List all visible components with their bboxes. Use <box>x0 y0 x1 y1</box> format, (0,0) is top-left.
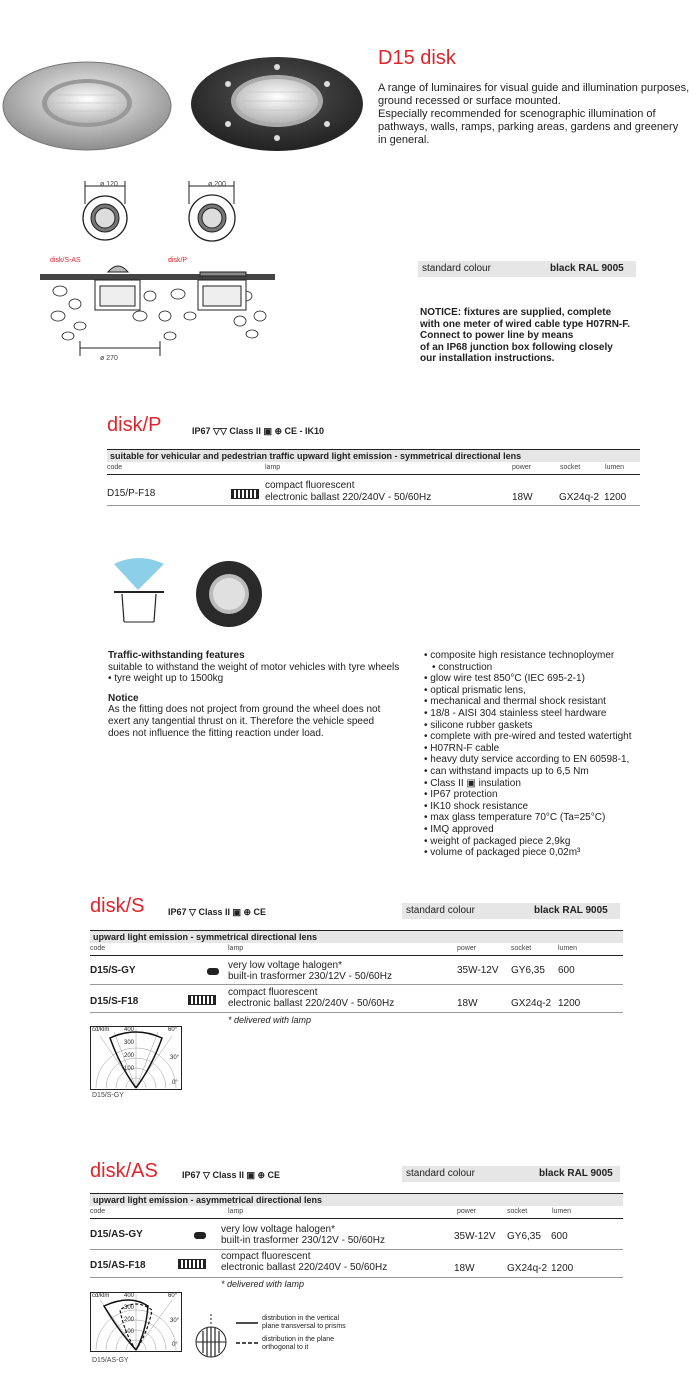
row-lamp1: compact fluorescent <box>265 480 355 491</box>
row-lamp1: compact fluorescent <box>221 1251 311 1262</box>
dimension-drawing <box>40 176 350 371</box>
table-row <box>90 958 623 984</box>
feature-item: • optical prismatic lens, <box>424 685 694 697</box>
notice-title: Notice <box>108 692 139 704</box>
class-label: Class II <box>198 907 230 917</box>
row-lumen: 1200 <box>551 1263 574 1274</box>
feature-item: • heavy duty service according to EN 60598-1, <box>424 754 694 766</box>
notice-text: As the fitting does not project from ground the wheel does not <box>108 704 381 716</box>
polar-tick: 400 <box>124 1293 135 1299</box>
feature-item: • max glass temperature 70°C (Ta=25°C) <box>424 812 694 824</box>
colour-label: standard colour <box>406 1168 475 1179</box>
table-row <box>107 478 640 504</box>
legend-dashed-line <box>236 1340 258 1346</box>
row-power: 18W <box>512 492 533 503</box>
traffic-title: Traffic-withstanding features <box>108 650 245 661</box>
row-socket: GY6,35 <box>511 965 545 976</box>
row-socket: GX24q-2 <box>511 998 552 1009</box>
legend-solid-line <box>236 1320 258 1326</box>
fluorescent-lamp-icon <box>188 995 216 1005</box>
col-lumen: lumen <box>558 945 578 952</box>
feature-item: • weight of packaged piece 2,9kg <box>424 836 694 848</box>
legend-text <box>262 1336 334 1352</box>
ip-rating: IP67 <box>192 426 211 436</box>
traffic-line: suitable to withstand the weight of motor vehicles with tyre wheels <box>108 661 400 673</box>
label-disk-sas: disk/S-AS <box>50 257 81 264</box>
notice-line: NOTICE: fixtures are supplied, complete <box>420 307 612 318</box>
feature-item: • H07RN-F cable <box>424 743 694 755</box>
ip-rating: IP67 <box>182 1170 201 1180</box>
col-code: code <box>107 464 123 471</box>
prism-lens-icon <box>194 1314 228 1364</box>
row-lumen: 1200 <box>604 492 627 503</box>
polar-diagram-as <box>90 1292 182 1352</box>
polar-angle: 60° <box>168 1293 178 1299</box>
notice-line: with one meter of wired cable type H07RN-F. <box>420 318 631 330</box>
col-socket: socket <box>560 464 581 471</box>
row-code: D15/S-GY <box>90 965 136 976</box>
class-label: Class II <box>229 426 261 436</box>
traffic-block <box>108 650 408 739</box>
top-view-photo <box>195 560 263 628</box>
polar-angle: 30° <box>170 1318 180 1324</box>
product-photo-black <box>190 44 365 154</box>
description-text: upward light emission - asymmetrical directional lens <box>93 1195 323 1205</box>
feature-item: • IK10 shock resistance <box>424 801 694 813</box>
fluorescent-lamp-icon <box>231 489 259 499</box>
row-lamp2: electronic ballast 220/240V - 50/60Hz <box>265 492 432 503</box>
colour-label: standard colour <box>406 905 475 916</box>
feature-item: • silicone rubber gaskets <box>424 720 694 732</box>
traffic-line: • tyre weight up to 1500kg <box>108 673 224 685</box>
polar-unit: cd/klm <box>92 1027 110 1033</box>
row-code: D15/AS-F18 <box>90 1260 146 1271</box>
polar-tick: 200 <box>124 1053 135 1059</box>
feature-item: • Class II ▣ insulation <box>424 778 694 790</box>
polar-caption: D15/S-GY <box>92 1092 124 1099</box>
dim-270: ø 270 <box>100 355 118 362</box>
row-lamp1: compact fluorescent <box>228 987 318 998</box>
feature-item: • construction <box>424 662 694 674</box>
row-lumen: 600 <box>558 965 575 976</box>
legend-line: distribution in the vertical <box>262 1315 340 1322</box>
intro-line: in general. <box>378 134 430 146</box>
notice-text: does not influence the fitting reaction under load. <box>108 727 324 739</box>
feature-item: • volume of packaged piece 0,02m³ <box>424 847 694 859</box>
dim-200: ø 200 <box>208 181 226 188</box>
col-lumen: lumen <box>552 1208 572 1215</box>
legend-text <box>262 1315 346 1331</box>
page-title: D15 disk <box>378 47 456 69</box>
description-text: suitable for vehicular and pedestrian traffic upward light emission - symmetrical directional lens <box>110 451 522 461</box>
class2-icon: ▣ ⊕ CE <box>263 426 297 436</box>
col-power: power <box>457 1208 477 1215</box>
triangle-mark-icon: ▽ <box>189 907 196 917</box>
triangle-mark-icon: ▽ <box>203 1170 210 1180</box>
row-socket: GY6,35 <box>507 1231 541 1242</box>
row-lamp1: very low voltage halogen* <box>228 960 342 971</box>
row-lamp2: built-in trasformer 230/12V - 50/60Hz <box>228 971 392 982</box>
polar-unit: cd/klm <box>92 1293 110 1299</box>
row-power: 18W <box>457 998 478 1009</box>
col-lumen: lumen <box>605 464 625 471</box>
triangle-marks-icon: ▽▽ <box>213 426 227 436</box>
intro-line: Especially recommended for scenographic illumination of <box>378 108 656 120</box>
colour-bar <box>402 1166 620 1182</box>
table-row <box>90 987 623 1013</box>
fluorescent-lamp-icon <box>178 1259 206 1269</box>
feature-item: • IMQ approved <box>424 824 694 836</box>
row-lamp2: electronic ballast 220/240V - 50/60Hz <box>221 1262 388 1273</box>
row-power: 35W-12V <box>457 965 499 976</box>
intro-line: ground recessed or surface mounted. <box>378 95 561 107</box>
legend-line: orthogonal to it <box>262 1344 309 1351</box>
polar-tick: 200 <box>124 1317 135 1323</box>
notice-block <box>420 307 630 365</box>
halogen-lamp-icon <box>207 968 219 975</box>
row-code: D15/P-F18 <box>107 488 156 499</box>
polar-tick: 300 <box>124 1040 135 1046</box>
row-power: 18W <box>454 1263 475 1274</box>
product-photo-steel <box>2 48 172 153</box>
polar-angle: 0° <box>172 1080 178 1086</box>
colour-label: standard colour <box>422 263 491 274</box>
colour-bar <box>418 261 636 277</box>
section-title-disk-p: disk/P <box>107 414 162 436</box>
legend-line: plane transversal to prisms <box>262 1323 346 1330</box>
polar-tick: 400 <box>124 1027 135 1033</box>
dim-120: ø 120 <box>100 181 118 188</box>
description-bar <box>107 449 640 462</box>
row-code: D15/AS-GY <box>90 1229 143 1240</box>
col-lamp: lamp <box>228 945 244 952</box>
col-power: power <box>457 945 477 952</box>
class2-icon: ▣ ⊕ CE <box>232 907 267 917</box>
notice-text: exert any tangential thrust on it. Therefore the vehicle speed <box>108 715 375 727</box>
col-lamp: lamp <box>265 464 281 471</box>
beam-diagram <box>108 556 170 624</box>
certification-marks <box>168 907 266 918</box>
label-disk-p: disk/P <box>168 257 188 264</box>
class2-icon: ▣ ⊕ CE <box>246 1170 281 1180</box>
feature-item: • mechanical and thermal shock resistant <box>424 696 694 708</box>
row-socket: GX24q-2 <box>507 1263 548 1274</box>
row-lumen: 1200 <box>558 998 581 1009</box>
notice-line: Connect to power line by means <box>420 330 574 342</box>
colour-value: black RAL 9005 <box>539 1168 613 1179</box>
polar-tick: 100 <box>124 1329 135 1335</box>
table-row <box>90 1251 623 1277</box>
col-code: code <box>90 945 106 952</box>
section-title-disk-as: disk/AS <box>90 1160 158 1182</box>
description-bar <box>90 930 623 943</box>
description-bar <box>90 1193 623 1206</box>
col-socket: socket <box>511 945 532 952</box>
intro-line: pathways, walls, ramps, parking areas, gardens and greenery <box>378 121 679 133</box>
intro-line: A range of luminaires for visual guide and illumination purposes, <box>378 82 690 94</box>
halogen-lamp-icon <box>194 1232 206 1239</box>
section-title-disk-s: disk/S <box>90 895 145 917</box>
row-lamp2: electronic ballast 220/240V - 50/60Hz <box>228 998 395 1009</box>
certification-marks <box>192 426 324 437</box>
feature-item: • 18/8 - AISI 304 stainless steel hardware <box>424 708 694 720</box>
polar-tick: 300 <box>124 1305 135 1311</box>
col-code: code <box>90 1208 106 1215</box>
intro-text <box>378 82 698 147</box>
polar-angle: 0° <box>172 1342 178 1348</box>
row-lumen: 600 <box>551 1231 568 1242</box>
description-text: upward light emission - symmetrical directional lens <box>93 932 318 942</box>
feature-item: • IP67 protection <box>424 789 694 801</box>
notice-line: of an IP68 junction box following closely <box>420 341 613 353</box>
footnote: * delivered with lamp <box>228 1015 312 1025</box>
legend-line: distribution in the plane <box>262 1336 334 1343</box>
polar-diagram-s <box>90 1026 182 1090</box>
row-lamp2: built-in trasformer 230/12V - 50/60Hz <box>221 1235 385 1246</box>
colour-value: black RAL 9005 <box>550 263 624 274</box>
footnote: * delivered with lamp <box>221 1279 305 1289</box>
notice-line: our installation instructions. <box>420 353 555 365</box>
feature-item: • composite high resistance technoploymer <box>424 650 694 662</box>
polar-tick: 100 <box>124 1066 135 1072</box>
class-label: Class II <box>212 1170 244 1180</box>
colour-bar <box>402 903 620 919</box>
feature-item: • glow wire test 850°C (IEC 695-2-1) <box>424 673 694 685</box>
table-row <box>90 1222 623 1248</box>
feature-list <box>424 650 694 859</box>
polar-angle: 30° <box>170 1055 180 1061</box>
certification-marks <box>182 1170 280 1181</box>
row-socket: GX24q-2 <box>559 492 600 503</box>
row-lamp1: very low voltage halogen* <box>221 1224 335 1235</box>
col-power: power <box>512 464 532 471</box>
feature-item: • complete with pre-wired and tested watertight <box>424 731 694 743</box>
col-socket: socket <box>507 1208 528 1215</box>
row-power: 35W-12V <box>454 1231 496 1242</box>
col-lamp: lamp <box>228 1208 244 1215</box>
polar-caption: D15/AS-GY <box>92 1357 129 1364</box>
colour-value: black RAL 9005 <box>534 905 608 916</box>
ik-rating: - IK10 <box>299 426 325 436</box>
feature-item: • can withstand impacts up to 6,5 Nm <box>424 766 694 778</box>
ip-rating: IP67 <box>168 907 187 917</box>
row-code: D15/S-F18 <box>90 996 139 1007</box>
polar-angle: 60° <box>168 1027 178 1033</box>
